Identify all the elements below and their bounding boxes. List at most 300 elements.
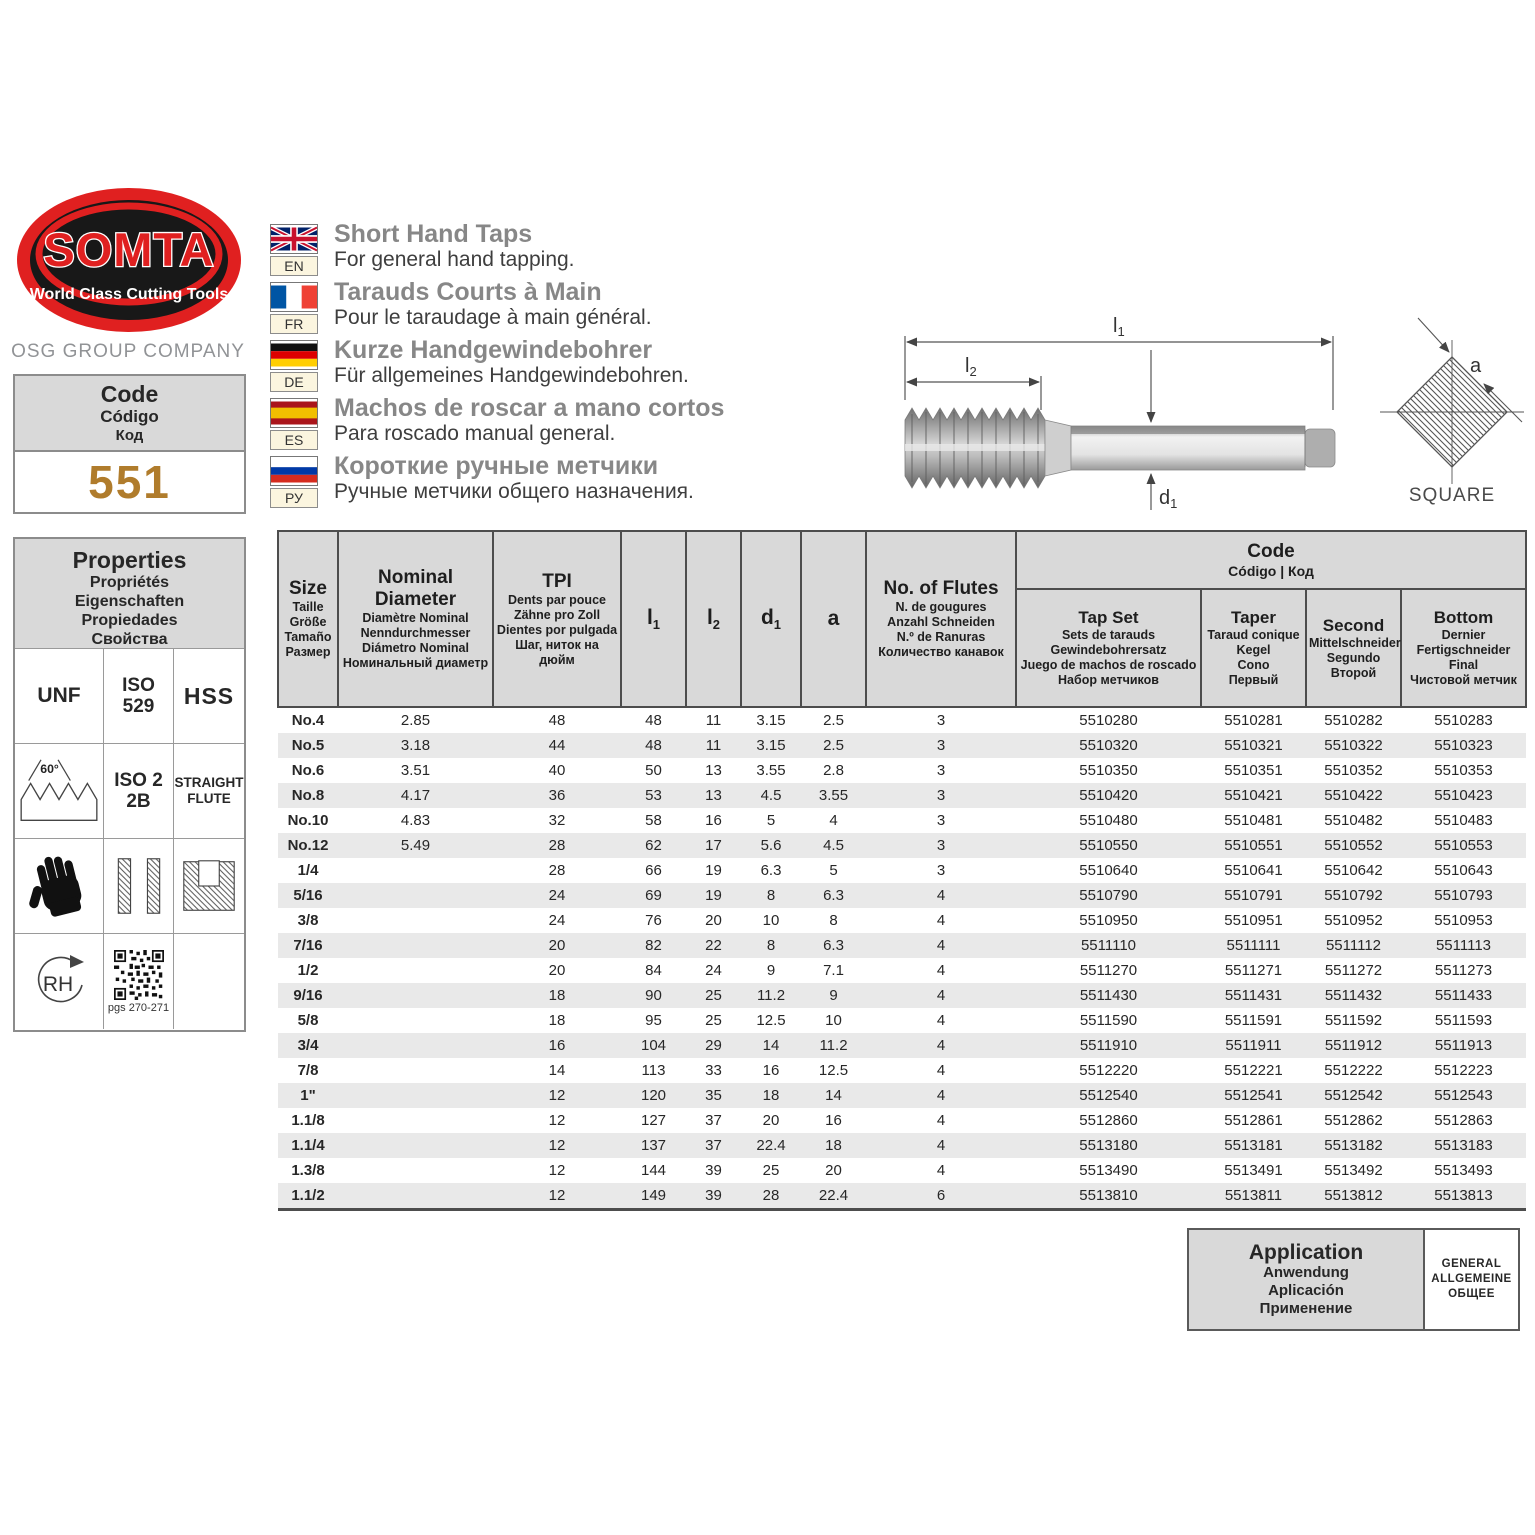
value-cell: 69: [621, 883, 686, 908]
value-cell: 5510322: [1306, 733, 1401, 758]
value-cell: 25: [705, 1012, 722, 1029]
empty-property-cell: [174, 934, 244, 1029]
thread-standard-label: UNF: [37, 684, 81, 707]
value-cell: 5511273: [1434, 962, 1493, 979]
value-cell: 13: [705, 762, 722, 779]
value-cell: 5510642: [1324, 862, 1383, 879]
qr-caption: pgs 270-271: [107, 1001, 170, 1014]
thread-angle-icon: [15, 756, 103, 826]
value-cell: 5511910: [1016, 1033, 1201, 1058]
value-cell: 5513182: [1306, 1133, 1401, 1158]
value-cell: 3.55: [801, 783, 866, 808]
value-cell: 5510952: [1324, 912, 1383, 929]
table-row: [278, 783, 1526, 808]
value-cell: 10: [762, 912, 780, 929]
header-a: a: [801, 531, 866, 707]
value-cell: 5513180: [1016, 1133, 1201, 1158]
tap-neck: [1045, 420, 1071, 476]
value-cell: 20: [493, 933, 621, 958]
value-cell: 18: [801, 1133, 866, 1158]
product-subtitle-de: Für allgemeines Handgewindebohren.: [334, 364, 689, 387]
value-cell: 44: [493, 733, 621, 758]
iso-2b-label: ISO 2 2B: [114, 770, 163, 812]
value-cell: 3.15: [756, 712, 786, 729]
application-box: [1187, 1228, 1520, 1331]
dim-d1-label: $d_1$: [1159, 487, 1178, 511]
value-cell: 6.3: [760, 862, 782, 879]
value-cell: 5510283: [1434, 712, 1493, 729]
value-cell: 5511913: [1401, 1033, 1526, 1058]
value-cell: 28: [548, 862, 566, 879]
header-nominal-diameter: Nominal Diameter Diamètre Nominal Nenndurchmesser Diámetro Nominal Номинальный диаметр: [338, 531, 493, 707]
value-cell: 5511110: [1016, 933, 1201, 958]
value-cell: 5510351: [1224, 762, 1283, 779]
blind-hole-icon: [180, 858, 238, 914]
value-cell: 14: [801, 1083, 866, 1108]
value-cell: 5510320: [1016, 733, 1201, 758]
value-cell: 11: [705, 712, 722, 729]
table-row: [278, 1158, 1526, 1183]
size-cell: 3/4: [278, 1033, 338, 1058]
value-cell: 5510421: [1201, 783, 1306, 808]
size-cell: 9/16: [278, 983, 338, 1008]
value-cell: [338, 858, 493, 883]
code-label-en: Code: [100, 381, 159, 407]
header-tap-set: Tap Set Sets de tarauds Gewindebohrersatz Juego de machos de roscado Набор метчиков: [1016, 589, 1201, 707]
value-cell: 14: [741, 1033, 801, 1058]
value-cell: 3: [936, 812, 946, 829]
tap-square-end: [1305, 429, 1335, 467]
tap-diagram: [893, 298, 1345, 516]
header-d1: $d_1$: [741, 531, 801, 707]
value-cell: 127: [640, 1112, 667, 1129]
value-cell: [338, 1008, 493, 1033]
language-row-fr: [270, 278, 910, 340]
value-cell: 5511432: [1306, 983, 1401, 1008]
value-cell: 29: [686, 1033, 741, 1058]
value-cell: [338, 1108, 493, 1133]
value-cell: 5511113: [1401, 933, 1526, 958]
language-tag-es: ES: [270, 430, 318, 450]
value-cell: 4: [936, 1162, 946, 1179]
value-cell: 5510552: [1306, 833, 1401, 858]
through-hole-icon: [112, 855, 166, 917]
value-cell: 4: [866, 983, 1016, 1008]
value-cell: 53: [621, 783, 686, 808]
value-cell: 5513811: [1201, 1183, 1306, 1210]
value-cell: 48: [645, 712, 662, 729]
value-cell: 18: [741, 1083, 801, 1108]
value-cell: 16: [825, 1112, 842, 1129]
value-cell: 11.2: [801, 1033, 866, 1058]
osg-company-label: OSG GROUP COMPANY: [11, 341, 245, 362]
value-cell: 5510420: [1016, 783, 1201, 808]
value-cell: 4: [866, 1133, 1016, 1158]
value-cell: 4: [936, 912, 946, 929]
value-cell: 8: [741, 933, 801, 958]
value-cell: 3.55: [756, 762, 786, 779]
value-cell: 5510551: [1201, 833, 1306, 858]
value-cell: 4.83: [400, 812, 431, 829]
table-row: [278, 983, 1526, 1008]
size-cell: 5/8: [297, 1012, 319, 1029]
code-box-header: [15, 376, 244, 452]
rh-rotation-icon: [23, 951, 95, 1013]
spec-table-body: [278, 707, 1526, 1210]
value-cell: 12.5: [756, 1012, 786, 1029]
size-cell: No.4: [291, 712, 325, 729]
size-cell: 1.3/8: [291, 1162, 325, 1179]
language-tag-de: DE: [270, 372, 318, 392]
value-cell: 5510323: [1401, 733, 1526, 758]
size-cell: 1.1/4: [278, 1133, 338, 1158]
value-cell: 5512860: [1079, 1112, 1138, 1129]
product-title-fr: Tarauds Courts à Main: [334, 278, 602, 306]
flag-fr-icon: [270, 282, 318, 312]
value-cell: 104: [621, 1033, 686, 1058]
value-cell: [338, 1183, 493, 1210]
header-l2: $l_2$: [686, 531, 741, 707]
value-cell: 5510790: [1016, 883, 1201, 908]
dim-a-label: a: [1470, 355, 1482, 377]
header-flutes: No. of Flutes N. de gougures Anzahl Schneiden N.º de Ranuras Количество канавок: [866, 531, 1016, 707]
value-cell: 5512861: [1224, 1112, 1283, 1129]
value-cell: 5511430: [1016, 983, 1201, 1008]
value-cell: 5510792: [1306, 883, 1401, 908]
value-cell: 5510423: [1401, 783, 1526, 808]
language-row-en: [270, 220, 910, 282]
product-title-es: Machos de roscar a mano cortos: [334, 394, 725, 422]
language-row-ru: [270, 452, 910, 514]
value-cell: 5510951: [1224, 912, 1283, 929]
value-cell: 5512862: [1324, 1112, 1383, 1129]
value-cell: 39: [705, 1162, 722, 1179]
value-cell: 9: [766, 962, 776, 979]
value-cell: 48: [548, 712, 566, 729]
language-list: [270, 220, 910, 514]
code-value: 551: [88, 456, 171, 508]
application-title: Application: [1248, 1241, 1364, 1264]
value-cell: 12: [493, 1083, 621, 1108]
value-cell: 36: [493, 783, 621, 808]
value-cell: 2.85: [400, 712, 431, 729]
header-taper: Taper Taraud conique Kegel Cono Первый: [1201, 589, 1306, 707]
value-cell: [338, 908, 493, 933]
value-cell: 5511433: [1401, 983, 1526, 1008]
table-row: [278, 1108, 1526, 1133]
value-cell: 5510553: [1401, 833, 1526, 858]
table-row: [278, 858, 1526, 883]
value-cell: 7.1: [823, 962, 844, 979]
table-row: [278, 707, 1526, 733]
properties-box: [13, 537, 246, 1032]
value-cell: 5513810: [1016, 1183, 1201, 1210]
value-cell: 14: [548, 1062, 566, 1079]
value-cell: 50: [645, 762, 662, 779]
value-cell: [338, 1158, 493, 1183]
value-cell: 3: [936, 712, 946, 729]
value-cell: 4.5: [741, 783, 801, 808]
value-cell: 28: [741, 1183, 801, 1210]
value-cell: 2.8: [823, 762, 844, 779]
table-row: [278, 808, 1526, 833]
table-row: [278, 733, 1526, 758]
value-cell: 3: [866, 783, 1016, 808]
language-row-de: [270, 336, 910, 398]
rh-label: RH: [42, 972, 74, 996]
value-cell: 18: [493, 983, 621, 1008]
value-cell: 5510793: [1401, 883, 1526, 908]
product-title-ru: Короткие ручные метчики: [334, 452, 659, 480]
value-cell: 22: [686, 933, 741, 958]
flag-ru-icon: [270, 456, 318, 486]
value-cell: 5513490: [1079, 1162, 1138, 1179]
properties-title-de: Eigenschaften: [74, 593, 185, 610]
value-cell: 5513181: [1201, 1133, 1306, 1158]
value-cell: 22.4: [741, 1133, 801, 1158]
value-cell: 5510282: [1324, 712, 1383, 729]
value-cell: 12.5: [818, 1062, 849, 1079]
value-cell: 95: [645, 1012, 662, 1029]
value-cell: 76: [645, 912, 662, 929]
product-title-en: Short Hand Taps: [334, 220, 533, 248]
size-cell: 1.1/8: [291, 1112, 325, 1129]
language-tag-ru: РУ: [270, 488, 318, 508]
value-cell: 25: [762, 1162, 780, 1179]
value-cell: 5510640: [1079, 862, 1138, 879]
product-subtitle-ru: Ручные метчики общего назначения.: [334, 480, 694, 503]
value-cell: 5512223: [1434, 1062, 1493, 1079]
value-cell: 5512222: [1324, 1062, 1383, 1079]
language-row-es: [270, 394, 910, 456]
size-cell: 1.1/2: [278, 1183, 338, 1210]
value-cell: 58: [645, 812, 662, 829]
value-cell: 9: [801, 983, 866, 1008]
table-row: [278, 1133, 1526, 1158]
value-cell: 4: [936, 1012, 946, 1029]
somta-logo: [14, 186, 244, 334]
value-cell: 5510280: [1079, 712, 1138, 729]
size-cell: 1/2: [297, 962, 319, 979]
value-cell: 17: [686, 833, 741, 858]
properties-title-es: Propiedades: [81, 612, 178, 629]
value-cell: 5510321: [1201, 733, 1306, 758]
properties-header: [15, 539, 244, 649]
value-cell: 66: [645, 862, 662, 879]
value-cell: 5511431: [1201, 983, 1306, 1008]
value-cell: 2.5: [823, 712, 844, 729]
code-label-es: Código: [100, 407, 159, 426]
value-cell: 137: [621, 1133, 686, 1158]
value-cell: 62: [621, 833, 686, 858]
value-cell: 4: [936, 962, 946, 979]
product-subtitle-es: Para roscado manual general.: [334, 422, 616, 445]
value-cell: [338, 958, 493, 983]
iso-529-label: ISO 529: [122, 675, 155, 717]
product-subtitle-en: For general hand tapping.: [334, 248, 575, 271]
value-cell: 4: [866, 883, 1016, 908]
size-cell: 3/8: [297, 912, 319, 929]
value-cell: 5512543: [1401, 1083, 1526, 1108]
value-cell: 3.18: [338, 733, 493, 758]
value-cell: 5510953: [1434, 912, 1493, 929]
table-row: [278, 883, 1526, 908]
square-section-icon: [1372, 312, 1532, 508]
table-row: [278, 833, 1526, 858]
value-cell: 19: [686, 883, 741, 908]
value-cell: 5510950: [1079, 912, 1138, 929]
value-cell: 16: [493, 1033, 621, 1058]
application-value: GENERAL ALLGEMEINE ОБЩЕЕ: [1425, 1230, 1518, 1329]
value-cell: 84: [645, 962, 662, 979]
flag-de-icon: [270, 340, 318, 370]
logo-brand: SOMTA: [43, 223, 215, 276]
value-cell: 5510480: [1079, 812, 1138, 829]
value-cell: 11: [686, 733, 741, 758]
value-cell: 5513183: [1401, 1133, 1526, 1158]
value-cell: 5511272: [1324, 962, 1383, 979]
value-cell: 5511111: [1201, 933, 1306, 958]
value-cell: 5: [829, 862, 838, 879]
size-cell: No.10: [287, 812, 329, 829]
value-cell: 48: [621, 733, 686, 758]
table-row: [278, 1083, 1526, 1108]
value-cell: 37: [686, 1133, 741, 1158]
value-cell: 4: [866, 1083, 1016, 1108]
size-cell: 7/8: [297, 1062, 319, 1079]
value-cell: 12: [493, 1183, 621, 1210]
dim-l1-label: $l_1$: [1113, 315, 1125, 339]
square-label: SQUARE: [1408, 485, 1496, 506]
value-cell: 6.3: [801, 933, 866, 958]
value-cell: 5512541: [1201, 1083, 1306, 1108]
value-cell: 4: [936, 1062, 946, 1079]
flag-en-icon: [270, 224, 318, 254]
value-cell: 5512540: [1016, 1083, 1201, 1108]
value-cell: 3.15: [741, 733, 801, 758]
value-cell: 20: [705, 912, 722, 929]
value-cell: 5510353: [1434, 762, 1493, 779]
value-cell: 6: [866, 1183, 1016, 1210]
value-cell: 144: [640, 1162, 667, 1179]
value-cell: [338, 1033, 493, 1058]
value-cell: 39: [686, 1183, 741, 1210]
logo-tagline: World Class Cutting Tools: [29, 286, 229, 303]
application-labels: Application Anwendung Aplicación Применение: [1189, 1230, 1425, 1329]
table-row: [278, 958, 1526, 983]
glove-icon: [28, 853, 90, 919]
value-cell: 40: [548, 762, 566, 779]
value-cell: 5510481: [1224, 812, 1283, 829]
value-cell: 4.5: [801, 833, 866, 858]
hss-label: HSS: [183, 682, 235, 709]
value-cell: 24: [548, 912, 566, 929]
code-box: [13, 374, 246, 514]
value-cell: 13: [686, 783, 741, 808]
value-cell: 5: [766, 812, 776, 829]
thread-angle-value: 60°: [40, 762, 59, 777]
value-cell: 33: [705, 1062, 722, 1079]
value-cell: [338, 883, 493, 908]
value-cell: 5511592: [1324, 1012, 1383, 1029]
value-cell: 5511591: [1224, 1012, 1283, 1029]
table-row: [278, 1058, 1526, 1083]
value-cell: 8: [829, 912, 838, 929]
value-cell: 24: [705, 962, 722, 979]
value-cell: 4: [866, 1033, 1016, 1058]
properties-title-ru: Свойства: [91, 631, 168, 648]
value-cell: 5511912: [1306, 1033, 1401, 1058]
value-cell: 5510422: [1306, 783, 1401, 808]
value-cell: 90: [621, 983, 686, 1008]
value-cell: 25: [686, 983, 741, 1008]
header-bottom: Bottom Dernier Fertigschneider Final Чистовой метчик: [1401, 589, 1526, 707]
value-cell: 20: [762, 1112, 780, 1129]
value-cell: 5511590: [1079, 1012, 1138, 1029]
value-cell: 5511271: [1224, 962, 1283, 979]
value-cell: 5511112: [1306, 933, 1401, 958]
table-row: [278, 758, 1526, 783]
value-cell: 5512542: [1306, 1083, 1401, 1108]
size-cell: No.5: [278, 733, 338, 758]
value-cell: 3: [936, 862, 946, 879]
value-cell: 5513491: [1224, 1162, 1283, 1179]
value-cell: 120: [621, 1083, 686, 1108]
value-cell: 5510550: [1016, 833, 1201, 858]
properties-title: Properties: [72, 547, 187, 573]
value-cell: 5511911: [1201, 1033, 1306, 1058]
value-cell: 5513813: [1401, 1183, 1526, 1210]
value-cell: 2.5: [801, 733, 866, 758]
value-cell: 11.2: [741, 983, 801, 1008]
value-cell: 12: [548, 1162, 566, 1179]
value-cell: [338, 1058, 493, 1083]
value-cell: [338, 983, 493, 1008]
product-title-de: Kurze Handgewindebohrer: [334, 336, 653, 364]
value-cell: 20: [548, 962, 566, 979]
header-code-group: Code Código | Код: [1016, 531, 1526, 589]
value-cell: 12: [493, 1133, 621, 1158]
value-cell: 28: [493, 833, 621, 858]
value-cell: 16: [762, 1062, 780, 1079]
properties-grid: [15, 649, 244, 1030]
header-second: Second Mittelschneider Segundo Второй: [1306, 589, 1401, 707]
value-cell: 5510791: [1201, 883, 1306, 908]
value-cell: 82: [621, 933, 686, 958]
size-cell: No.12: [278, 833, 338, 858]
value-cell: 5513492: [1324, 1162, 1383, 1179]
header-l1: $l_1$: [621, 531, 686, 707]
value-cell: 113: [641, 1062, 666, 1079]
value-cell: 4: [936, 1112, 946, 1129]
value-cell: 5510350: [1079, 762, 1138, 779]
value-cell: 37: [705, 1112, 722, 1129]
size-cell: 1": [278, 1083, 338, 1108]
value-cell: 4.17: [338, 783, 493, 808]
value-cell: 4: [866, 933, 1016, 958]
value-cell: 3: [936, 762, 946, 779]
product-subtitle-fr: Pour le taraudage à main général.: [334, 306, 652, 329]
value-cell: 5510281: [1224, 712, 1283, 729]
value-cell: 5510352: [1324, 762, 1383, 779]
spec-table: [277, 530, 1527, 1211]
value-cell: 4: [829, 812, 838, 829]
value-cell: 5510641: [1224, 862, 1283, 879]
value-cell: [338, 1083, 493, 1108]
value-cell: 5.49: [338, 833, 493, 858]
value-cell: 5512221: [1224, 1062, 1283, 1079]
value-cell: 3.51: [400, 762, 431, 779]
